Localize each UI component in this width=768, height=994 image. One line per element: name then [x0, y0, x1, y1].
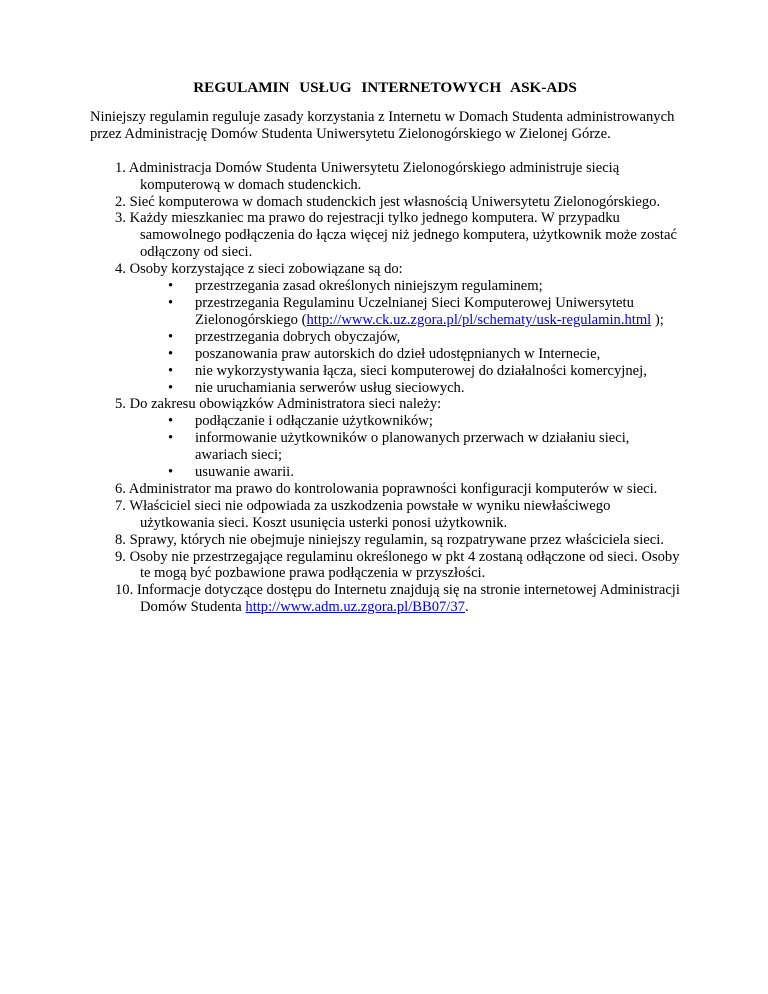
list-item	[115, 532, 680, 549]
text-run: przestrzegania Regulaminu Uczelnianej Sieci Komputerowej Uniwersytetu Zielonogórskiego (	[195, 294, 634, 328]
item-number: 5.	[115, 396, 130, 413]
item-number: 8.	[115, 531, 130, 548]
item-number: 4.	[115, 261, 130, 278]
text-run: Informacje dotyczące dostępu do Internetu znajdują się na stronie internetowej Administracji Domów Studenta	[136, 582, 680, 616]
list-item	[115, 498, 680, 532]
text-run: Właściciel sieci nie odpowiada za uszkodzenia powstałe w wyniku niewłaściwego użytkowania sieci. Koszt usunięcia usterki ponosi użytkownik.	[129, 497, 611, 531]
text-run: Do zakresu obowiązków Administratora sieci należy:	[129, 396, 442, 413]
list-item	[115, 582, 680, 616]
text-run: podłączanie i odłączanie użytkowników;	[195, 413, 433, 430]
text-run: Sprawy, których nie obejmuje niniejszy regulamin, są rozpatrywane przez właściciela sieci.	[129, 531, 664, 548]
list-item	[115, 481, 680, 498]
bullet-item	[90, 329, 680, 346]
text-run: poszanowania praw autorskich do dzieł udostępnianych w Internecie,	[195, 345, 601, 362]
regulations-list	[90, 160, 680, 616]
bullet-item	[90, 464, 680, 481]
text-run: nie uruchamiania serwerów usług sieciowych.	[195, 379, 465, 396]
list-item	[115, 194, 680, 211]
list-item	[115, 160, 680, 194]
bullet-item	[90, 295, 680, 329]
text-run: );	[651, 311, 664, 328]
text-run: .	[464, 599, 469, 616]
item-number: 6.	[115, 480, 129, 497]
hyperlink[interactable]: http://www.adm.uz.zgora.pl/BB07/37	[245, 599, 465, 616]
hyperlink[interactable]: http://www.ck.uz.zgora.pl/pl/schematy/usk-regulamin.html	[306, 311, 652, 328]
text-run: przestrzegania dobrych obyczajów,	[195, 328, 401, 345]
item-number: 2.	[115, 193, 130, 210]
list-item	[115, 210, 680, 261]
item-number: 7.	[115, 497, 130, 514]
bullet-item	[90, 278, 680, 295]
item-number: 10.	[115, 582, 137, 599]
list-item	[115, 396, 680, 413]
text-run: Osoby korzystające z sieci zobowiązane są do:	[129, 261, 403, 278]
text-run: przestrzegania zasad określonych niniejszym regulaminem;	[195, 278, 543, 295]
text-run: informowanie użytkowników o planowanych przerwach w działaniu sieci, awariach sieci;	[195, 430, 630, 464]
bullet-item	[90, 380, 680, 397]
bullet-item	[90, 430, 680, 464]
intro-paragraph: Niniejszy regulamin reguluje zasady korzystania z Internetu w Domach Studenta administrowanych przez Administrację Domów Studenta Uniwersytetu Zielonogórskiego w Zielonej Górze.	[90, 108, 675, 142]
document-title: REGULAMIN USŁUG INTERNETOWYCH ASK-ADS	[193, 79, 577, 96]
bullet-item	[90, 413, 680, 430]
text-run: Sieć komputerowa w domach studenckich jest własnością Uniwersytetu Zielonogórskiego.	[129, 193, 661, 210]
item-number: 9.	[115, 548, 130, 565]
text-run: nie wykorzystywania łącza, sieci komputerowej do działalności komercyjnej,	[195, 362, 647, 379]
text-run: Każdy mieszkaniec ma prawo do rejestracji tylko jednego komputera. W przypadku samowolnego podłączenia do łącza więcej niż jednego komputera, użytkownik może zostać odłączony od sieci.	[129, 210, 677, 261]
bullet-item	[90, 363, 680, 380]
text-run: Osoby nie przestrzegające regulaminu określonego w pkt 4 zostaną odłączone od sieci. Osoby te mogą być pozbawione prawa podłączenia w przyszłości.	[129, 548, 680, 582]
text-run: usuwanie awarii.	[195, 464, 294, 481]
item-number: 3.	[115, 210, 130, 227]
bullet-item	[90, 346, 680, 363]
list-item	[115, 261, 680, 278]
text-run: Administrator ma prawo do kontrolowania poprawności konfiguracji komputerów w sieci.	[128, 480, 658, 497]
item-number: 1.	[115, 159, 129, 176]
text-run: Administracja Domów Studenta Uniwersytetu Zielonogórskiego administruje siecią komputerową w domach studenckich.	[128, 159, 620, 193]
list-item	[115, 549, 680, 583]
